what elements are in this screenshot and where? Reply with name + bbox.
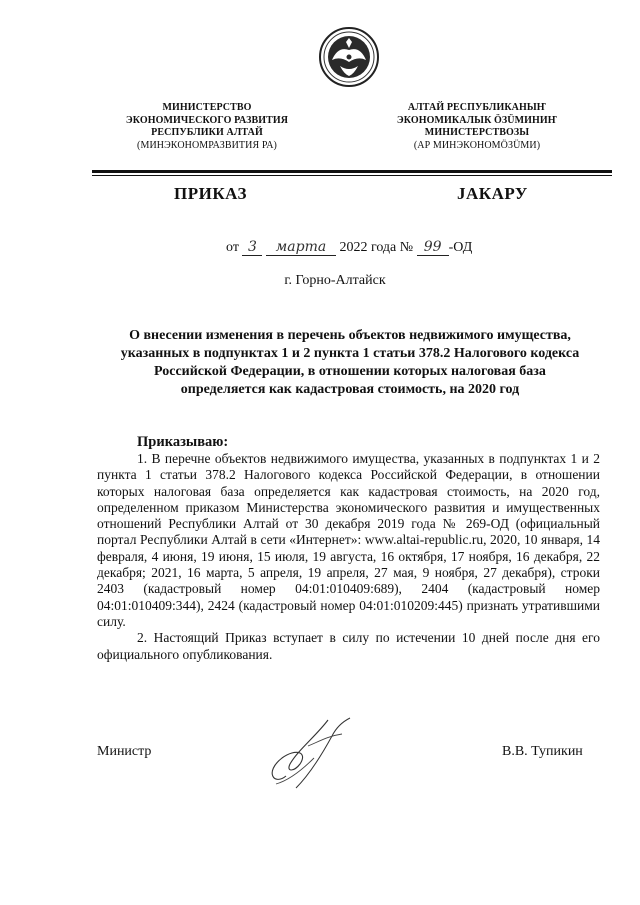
order-body (97, 451, 600, 663)
letterhead-right (362, 102, 592, 152)
subject-line-1: О внесении изменения в перечень объектов недвижимого имущества, (129, 328, 571, 343)
letterhead-left-line3: РЕСПУБЛИКИ АЛТАЙ (151, 127, 263, 138)
order-subject (95, 327, 605, 399)
order-title-alt: JАКАРУ (457, 184, 528, 203)
letterhead-right-line1: АЛТАЙ РЕСПУБЛИКАНЫҤ (407, 102, 547, 113)
date-day: 3 (242, 240, 262, 256)
letterhead-left-line2: ЭКОНОМИЧЕСКОГО РАЗВИТИЯ (125, 114, 289, 126)
letterhead-divider-thin (92, 175, 612, 176)
date-month: марта (266, 240, 336, 256)
letterhead-right-abbr: (АР МИНЭКОНОМÖЗÜМИ) (413, 139, 541, 151)
letterhead-right-line2: ЭКОНОМИКАЛЫК ÖЗÜМИНИҤ (396, 114, 558, 126)
paragraph-1: 1. В перечне объектов недвижимого имущества, указанных в подпунктах 1 и 2 пункта 1 статьи 378.2 Налогового кодекса Российской Федерации, в отношении которых налоговая база определяется как кадастровая стоимость, на 2020 год, определенном приказом Министерства экономического развития и имущественных отношений Республики Алтай от 30 декабря 2019 года № 269-ОД (официальный портал Республики Алтай в сети «Интернет»: www.altai-republic.ru, 2020, 10 января, 14 февраля, 4 июня, 19 июня, 15 июля, 19 августа, 16 октября, 17 ноября, 16 декабря, 22 декабря; 2021, 16 марта, 5 апреля, 19 апреля, 27 мая, 9 ноября, 27 декабря), строки 2403 (кадастровый номер 04:01:010409:689), 2404 (кадастровый номер 04:01:010409:344), 2424 (кадастровый номер 04:01:010209:445) признать утратившими силу. (97, 451, 600, 629)
signatory-name: В.В. Тупикин (502, 744, 583, 759)
subject-line-4: определяется как кадастровая стоимость, на 2020 год (180, 382, 520, 397)
date-prefix: от (226, 240, 239, 255)
letterhead-left (92, 102, 322, 152)
order-date-line (226, 240, 472, 256)
date-year: 2022 года № (339, 240, 414, 255)
signatory-role: Министр (97, 744, 152, 759)
letterhead-left-abbr: (МИНЭКОНОМРАЗВИТИЯ РА) (137, 139, 277, 151)
city: г. Горно-Алтайск (284, 273, 386, 288)
handwritten-signature-icon (256, 706, 354, 804)
order-number: 99 (417, 240, 449, 256)
subject-line-3: Российской Федерации, в отношении которых налоговая база (154, 364, 546, 379)
order-title-ru: ПРИКАЗ (174, 184, 247, 203)
republic-emblem-icon (318, 26, 380, 88)
letterhead-divider-thick (92, 170, 612, 173)
order-number-suffix: -ОД (448, 240, 473, 255)
subject-line-2: указанных в подпунктах 1 и 2 пункта 1 статьи 378.2 Налогового кодекса (120, 346, 580, 361)
paragraph-2: 2. Настоящий Приказ вступает в силу по истечении 10 дней после дня его официального опубликования. (97, 630, 600, 662)
letterhead-right-line3: МИНИСТЕРСТВОЗЫ (424, 127, 530, 138)
orders-word: Приказываю: (137, 434, 229, 450)
letterhead-left-line1: МИНИСТЕРСТВО (162, 102, 252, 113)
